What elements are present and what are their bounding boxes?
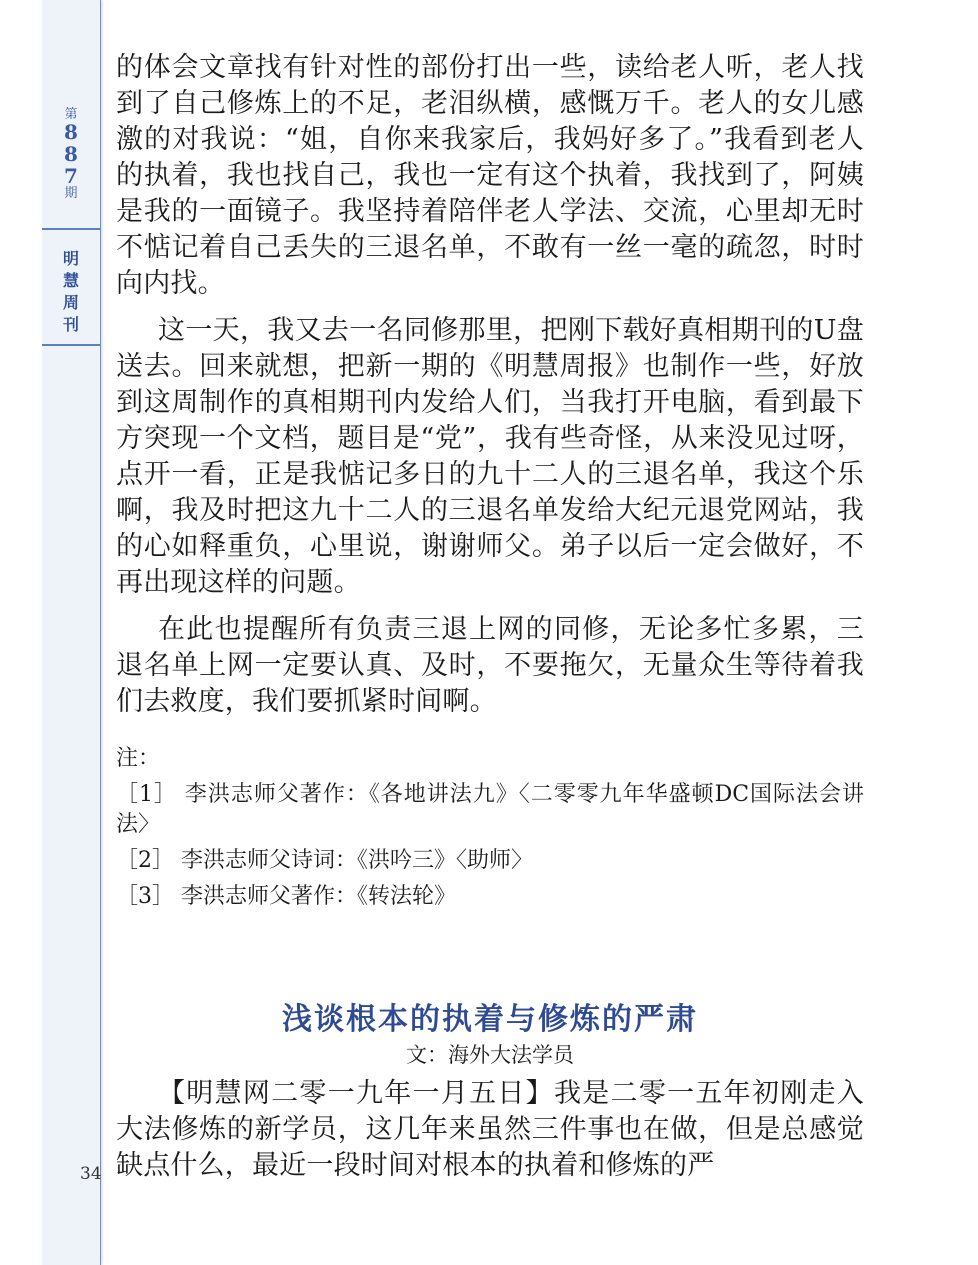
magazine-char: 慧 [62, 271, 79, 290]
sidebar-band-top [42, 228, 100, 230]
magazine-name [42, 248, 100, 336]
footnotes [116, 744, 864, 912]
issue-digit: 8 [64, 142, 78, 166]
issue-number [42, 121, 100, 187]
paragraph: 的体会文章找有针对性的部份打出一些，读给老人听，老人找到了自己修炼上的不足，老泪纵横，感慨万千。老人的女儿感激的对我说：“姐，自你来我家后，我妈好多了。”我看到老人的执着，我也找自己，我也一定有这个执着，我找到了，阿姨是我的一面镜子。我坚持着陪伴老人学法、交流，心里却无时不惦记着自己丢失的三退名单，不敢有一丝一毫的疏忽，时时向内找。 [116, 52, 864, 299]
page-number: 34 [80, 1164, 102, 1184]
article-body [116, 50, 864, 1184]
paragraph: 在此也提醒所有负责三退上网的同修，无论多忙多累，三退名单上网一定要认真、及时，不要拖欠，无量众生等待着我们去救度，我们要抓紧时间啊。 [116, 614, 864, 717]
issue-prefix: 第 [64, 107, 78, 122]
footnotes-title: 注： [116, 746, 161, 771]
magazine-char: 周 [62, 293, 79, 312]
issue-digit: 7 [64, 164, 78, 188]
sidebar-divider [100, 0, 101, 1265]
magazine-char: 明 [62, 249, 79, 268]
magazine-char: 刊 [62, 315, 79, 334]
paragraph: 这一天，我又去一名同修那里，把刚下载好真相期刊的U盘送去。回来就想，把新一期的《明慧周报》也制作一些，好放到这周制作的真相期刊内发给人们，当我打开电脑，看到最下方突现一个文档，题目是“党”，我有些奇怪，从来没见过呀，点开一看，正是我惦记多日的九十二人的三退名单，我这个乐啊，我及时把这九十二人的三退名单发给大纪元退党网站，我的心如释重负，心里说，谢谢师父。弟子以后一定会做好，不再出现这样的问题。 [116, 315, 864, 598]
issue-digit: 8 [64, 120, 78, 144]
footnote: ［2］ 李洪志师父诗词：《洪吟三》〈助师〉 [116, 848, 533, 873]
issue-suffix: 期 [64, 186, 78, 201]
article-lead: 【明慧网二零一九年一月五日】我是二零一五年初刚走入大法修炼的新学员，这几年来虽然三件事也在做，但是总感觉缺点什么，最近一段时间对根本的执着和修炼的严 [116, 1078, 864, 1181]
footnote: ［3］ 李洪志师父著作：《转法轮》 [116, 884, 456, 909]
article-title: 浅谈根本的执着与修炼的严肃 [282, 1002, 698, 1037]
issue-label [42, 108, 100, 200]
article-byline: 文：海外大法学员 [406, 1043, 574, 1067]
footnote: ［1］ 李洪志师父著作：《各地讲法九》〈二零零九年华盛顿DC国际法会讲法〉 [116, 782, 864, 837]
sidebar-band-bottom [42, 344, 100, 346]
